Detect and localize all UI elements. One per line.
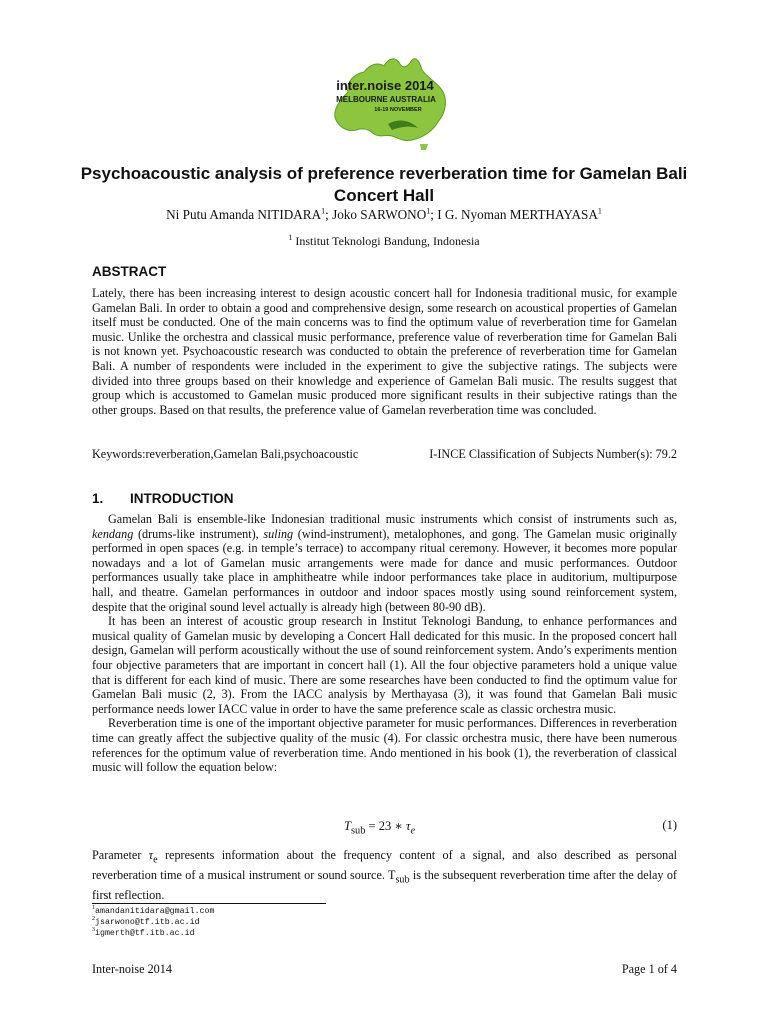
- classification-text: I-INCE Classification of Subjects Number(s): 79.2: [429, 447, 677, 461]
- abstract-text: Lately, there has been increasing interest to design acoustic concert hall for Indonesia traditional music, for example Gamelan Bali. In order to obtain a good and comprehensive design, some research on acoustical properties of Gamelan itself must be conducted. One of the main concerns was to find the optimum value of reverberation time for Gamelan music. Unlike the orchestra and classical music performance, preference value of reverberation time for Gamelan Bali is not known yet. Psychoacoustic research was conducted to obtain the preference of reverberation time for Gamelan Bali. A number of respondents were included in the experiment to give the subjective ratings. The subjects were divided into three groups based on their knowledge and experience of Gamelan Bali music. The results suggest that group which is accustomed to Gamelan music produced more significant results in their subjective ratings than the other groups. Based on that results, the preference value of Gamelan reverberation time was concluded.: [92, 286, 677, 417]
- footnote-email: jsarwono@tf.itb.ac.id: [95, 918, 200, 927]
- australia-map-icon: [318, 52, 453, 152]
- footer-conference: Inter-noise 2014: [92, 962, 172, 976]
- conference-logo: [318, 52, 453, 152]
- italic-term: kendang: [92, 526, 134, 541]
- paragraph-text: (wind-instrument), metalophones, and gong. The Gamelan music originally performed in open spaces (e.g. in temple’s terrace) to accompany ritual ceremony. However, it becomes more popular nowadays and a lot of Gamelan music arrangements were made for dance and music performances. Outdoor performances usually take place in amphitheatre while indoor performances take place in auditorium, multipurpose hall, and theatre. Gamelan performances in outdoor and indoor spaces mostly using sound reinforcement system, despite that the original sound level actually is already high (between 80-90 dB).: [92, 526, 678, 614]
- tasmania-shape: [420, 144, 428, 150]
- footnote-number: 3: [92, 927, 95, 934]
- footnote: [92, 917, 215, 928]
- paragraph: [92, 848, 677, 903]
- paragraph-text: Parameter: [92, 848, 149, 862]
- keywords-line: [92, 447, 677, 462]
- eq-tau: τ: [405, 819, 411, 833]
- abstract-heading: ABSTRACT: [92, 264, 167, 279]
- italic-term: suling: [263, 526, 294, 541]
- footnote-number: 1: [92, 905, 95, 912]
- eq-tau-sub: e: [410, 825, 416, 837]
- logo-line3: 16-19 NOVEMBER: [374, 107, 422, 113]
- section-heading: [92, 491, 234, 506]
- footnotes: [92, 906, 215, 939]
- logo-line2: MELBOURNE AUSTRALIA: [336, 95, 436, 104]
- eq-lhs-sub: sub: [350, 825, 366, 837]
- paragraph-text: represents information about the frequency content of a signal, and also described as personal reverberation time of a musical instrument or sound source. T: [92, 848, 677, 883]
- affiliation-text: Institut Teknologi Bandung, Indonesia: [292, 234, 480, 248]
- tau-subscript: e: [153, 854, 158, 866]
- footnote: [92, 928, 215, 939]
- footnote-divider: [92, 903, 326, 904]
- paragraph: Reverberation time is one of the important objective parameter for music performances. Differences in reverberation time can greatly affect the subjective quality of the music (4). For classic orchestra music, there have been numerous references for the optimum value of reverberation time. Ando mentioned in his book (1), the reverberation of classical music will follow the equation below:: [92, 716, 677, 775]
- paragraph: It has been an interest of acoustic group research in Institut Teknologi Bandung, to enhance performances and musical quality of Gamelan music by developing a Concert Hall dedicated for this music. In the proposed concert hall design, Gamelan will perform acoustically without the use of sound reinforcement system. Ando’s experiments mention four objective parameters that are important in concert hall (1). All the four objective parameters hold a unique value that is different for each kind of music. There are some researches have been conducted to find the optimum value for Gamelan Bali music (2, 3). From the IACC analysis by Merthayasa (3), it was found that Gamelan Bali music performance needs lower IACC value in order to have the same preference scale as classic orchestra music.: [92, 614, 677, 716]
- paragraph-text: Gamelan Bali is ensemble-like Indonesian traditional music instruments which consist of instruments such as,: [108, 512, 677, 526]
- author-name: Ni Putu Amanda NITIDARA: [166, 207, 322, 222]
- footnote: [92, 906, 215, 917]
- paragraph: [92, 512, 677, 614]
- page-footer: [92, 962, 677, 977]
- footnote-email: amandanitidara@gmail.com: [95, 907, 215, 916]
- page-number: Page 1 of 4: [621, 962, 677, 976]
- paragraph-text: (drums-like instrument),: [133, 526, 264, 541]
- author-name: I G. Nyoman MERTHAYASA: [437, 207, 598, 222]
- logo-line1: inter.noise 2014: [336, 78, 434, 93]
- keywords-text: Keywords:reverberation,Gamelan Bali,psychoacoustic: [92, 447, 359, 461]
- author-affiliation-sup: 1: [426, 206, 431, 216]
- footnote-number: 2: [92, 916, 95, 923]
- equation-expression: [344, 818, 415, 837]
- author-name: Joko SARWONO: [332, 207, 427, 222]
- author-affiliation-sup: 1: [321, 206, 326, 216]
- author-list: [60, 206, 708, 224]
- author-affiliation-sup: 1: [597, 206, 602, 216]
- equation-number: (1): [662, 818, 677, 832]
- author-separator: ;: [325, 207, 333, 222]
- introduction-body: [92, 512, 677, 775]
- eq-rhs: = 23 ∗: [365, 819, 406, 833]
- affiliation-sup: 1: [288, 233, 293, 242]
- t-subscript: sub: [395, 874, 410, 886]
- tau-symbol: τ: [148, 848, 154, 862]
- equation: [92, 818, 677, 836]
- paper-title: Psychoacoustic analysis of preference reverberation time for Gamelan Bali Concert Hall: [80, 164, 688, 205]
- footnote-email: igmerth@tf.itb.ac.id: [95, 929, 195, 938]
- eq-lhs: T: [344, 819, 351, 833]
- affiliation: [60, 233, 708, 249]
- section-title: INTRODUCTION: [130, 491, 234, 506]
- paragraph-text: is the subsequent reverberation time after the delay of first reflection.: [92, 868, 677, 903]
- section-number: 1.: [92, 491, 104, 506]
- author-separator: ;: [430, 207, 438, 222]
